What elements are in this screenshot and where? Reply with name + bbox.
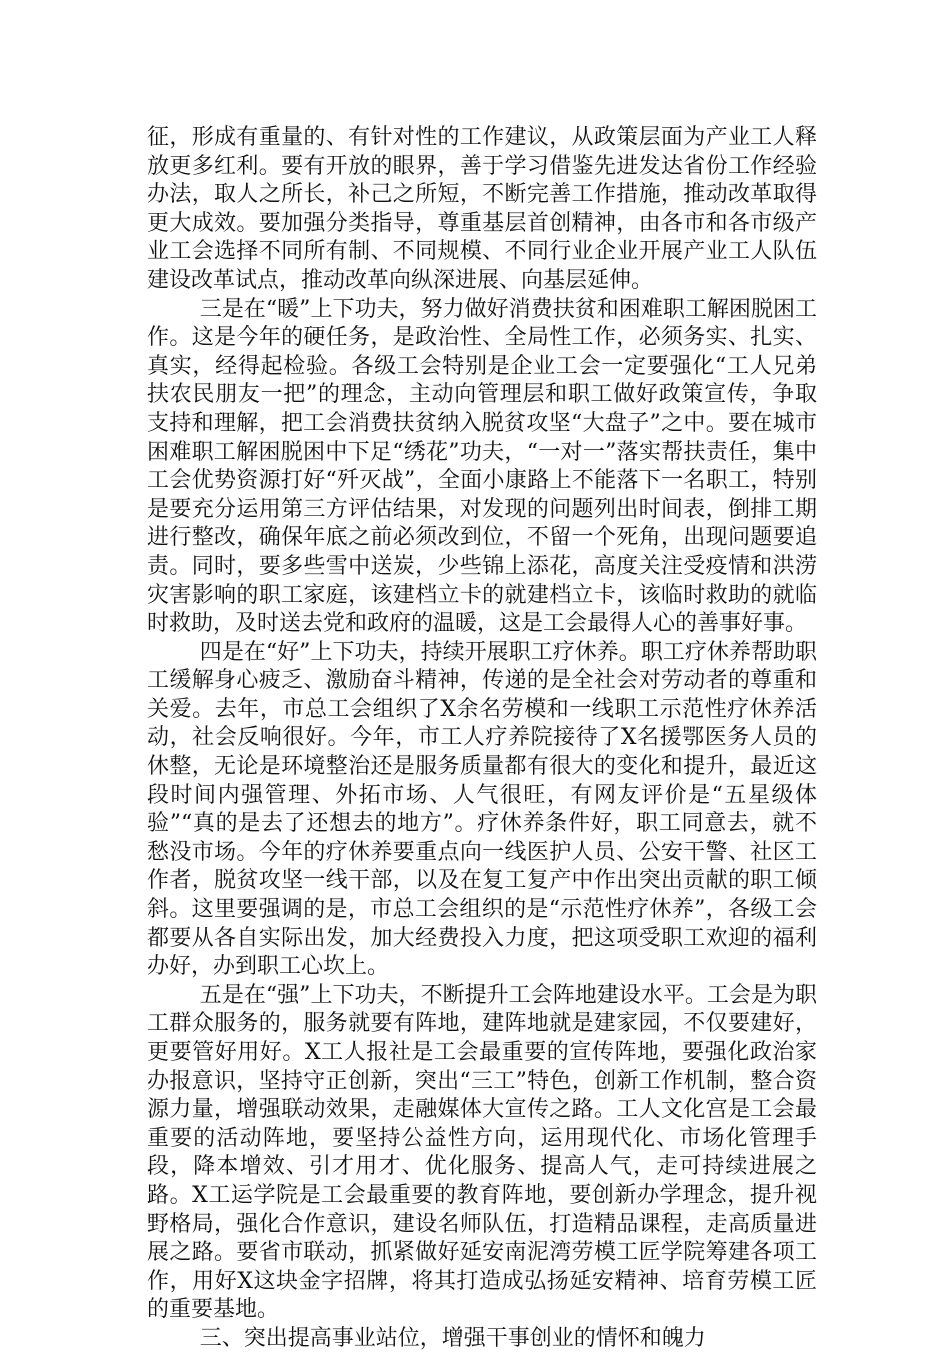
paragraph-recuperation: 四是在“好”上下功夫，持续开展职工疗休养。职工疗休养帮助职工缓解身心疲乏、激励奋斗精神，传递的是全社会对劳动者的尊重和关爱。去年，市总工会组织了X余名劳模和一线职工示范性疗休养活动，社会反响很好。今年，市工人疗养院接待了X名援鄂医务人员的休整，无论是环境整治还是服务质量都有很大的变化和提升，最近这段时间内强管理、外拓市场、人气很旺，有网友评价是“五星级体验”“真的是去了还想去的地方”。疗休养条件好，职工同意去，就不愁没市场。今年的疗休养要重点向一线医护人员、公安干警、社区工作者，脱贫攻坚一线干部，以及在复工复产中作出突出贡献的职工倾斜。这里要强调的是，市总工会组织的是“示范性疗休养”，各级工会都要从各自实际出发，加大经费投入力度，把这项受职工欢迎的福利办好，办到职工心坎上。 [147, 639, 817, 980]
paragraph-warmth: 三是在“暖”上下功夫，努力做好消费扶贫和困难职工解困脱困工作。这是今年的硬任务，是政治性、全局性工作，必须务实、扎实、真实，经得起检验。各级工会特别是企业工会一定要强化“工人兄弟扶农民朋友一把”的理念，主动向管理层和职工做好政策宣传，争取支持和理解，把工会消费扶贫纳入脱贫攻坚“大盘子”之中。要在城市困难职工解困脱困中下足“绣花”功夫，“一对一”落实帮扶责任，集中工会优势资源打好“歼灭战”，全面小康路上不能落下一名职工，特别是要充分运用第三方评估结果，对发现的问题列出时间表，倒排工期进行整改，确保年底之前必须改到位，不留一个死角，出现问题要追责。同时，要多些雪中送炭，少些锦上添花，高度关注受疫情和洪涝灾害影响的职工家庭，该建档立卡的就建档立卡，该临时救助的就临时救助，及时送去党和政府的温暖，这是工会最得人心的善事好事。 [147, 296, 817, 637]
document-body [147, 124, 817, 1354]
paragraph-strength: 五是在“强”上下功夫，不断提升工会阵地建设水平。工会是为职工群众服务的，服务就要有阵地，建阵地就是建家园，不仅要建好，更要管好用好。X工人报社是工会最重要的宣传阵地，要强化政治家办报意识，坚持守正创新，突出“三工”特色，创新工作机制，整合资源力量，增强联动效果，走融媒体大宣传之路。工人文化宫是工会最重要的活动阵地，要坚持公益性方向，运用现代化、市场化管理手段，降本增效、引才用才、优化服务、提高人气，走可持续进展之路。X工运学院是工会最重要的教育阵地，要创新办学理念，提升视野格局，强化合作意识，建设名师队伍，打造精品课程，走高质量进展之路。要省市联动，抓紧做好延安南泥湾劳模工匠学院筹建各项工作，用好X这块金字招牌，将其打造成弘扬延安精神、培育劳模工匠的重要基地。 [147, 982, 817, 1323]
paragraph-continuation: 征，形成有重量的、有针对性的工作建议，从政策层面为产业工人释放更多红利。要有开放的眼界，善于学习借鉴先进发达省份工作经验办法，取人之所长，补己之所短，不断完善工作措施，推动改革取得更大成效。要加强分类指导，尊重基层首创精神，由各市和各市级产业工会选择不同所有制、不同规模、不同行业企业开展产业工人队伍建设改革试点，推动改革向纵深进展、向基层延伸。 [147, 125, 817, 293]
section-heading: 三、突出提高事业站位，增强干事创业的情怀和魄力 [199, 1325, 706, 1351]
